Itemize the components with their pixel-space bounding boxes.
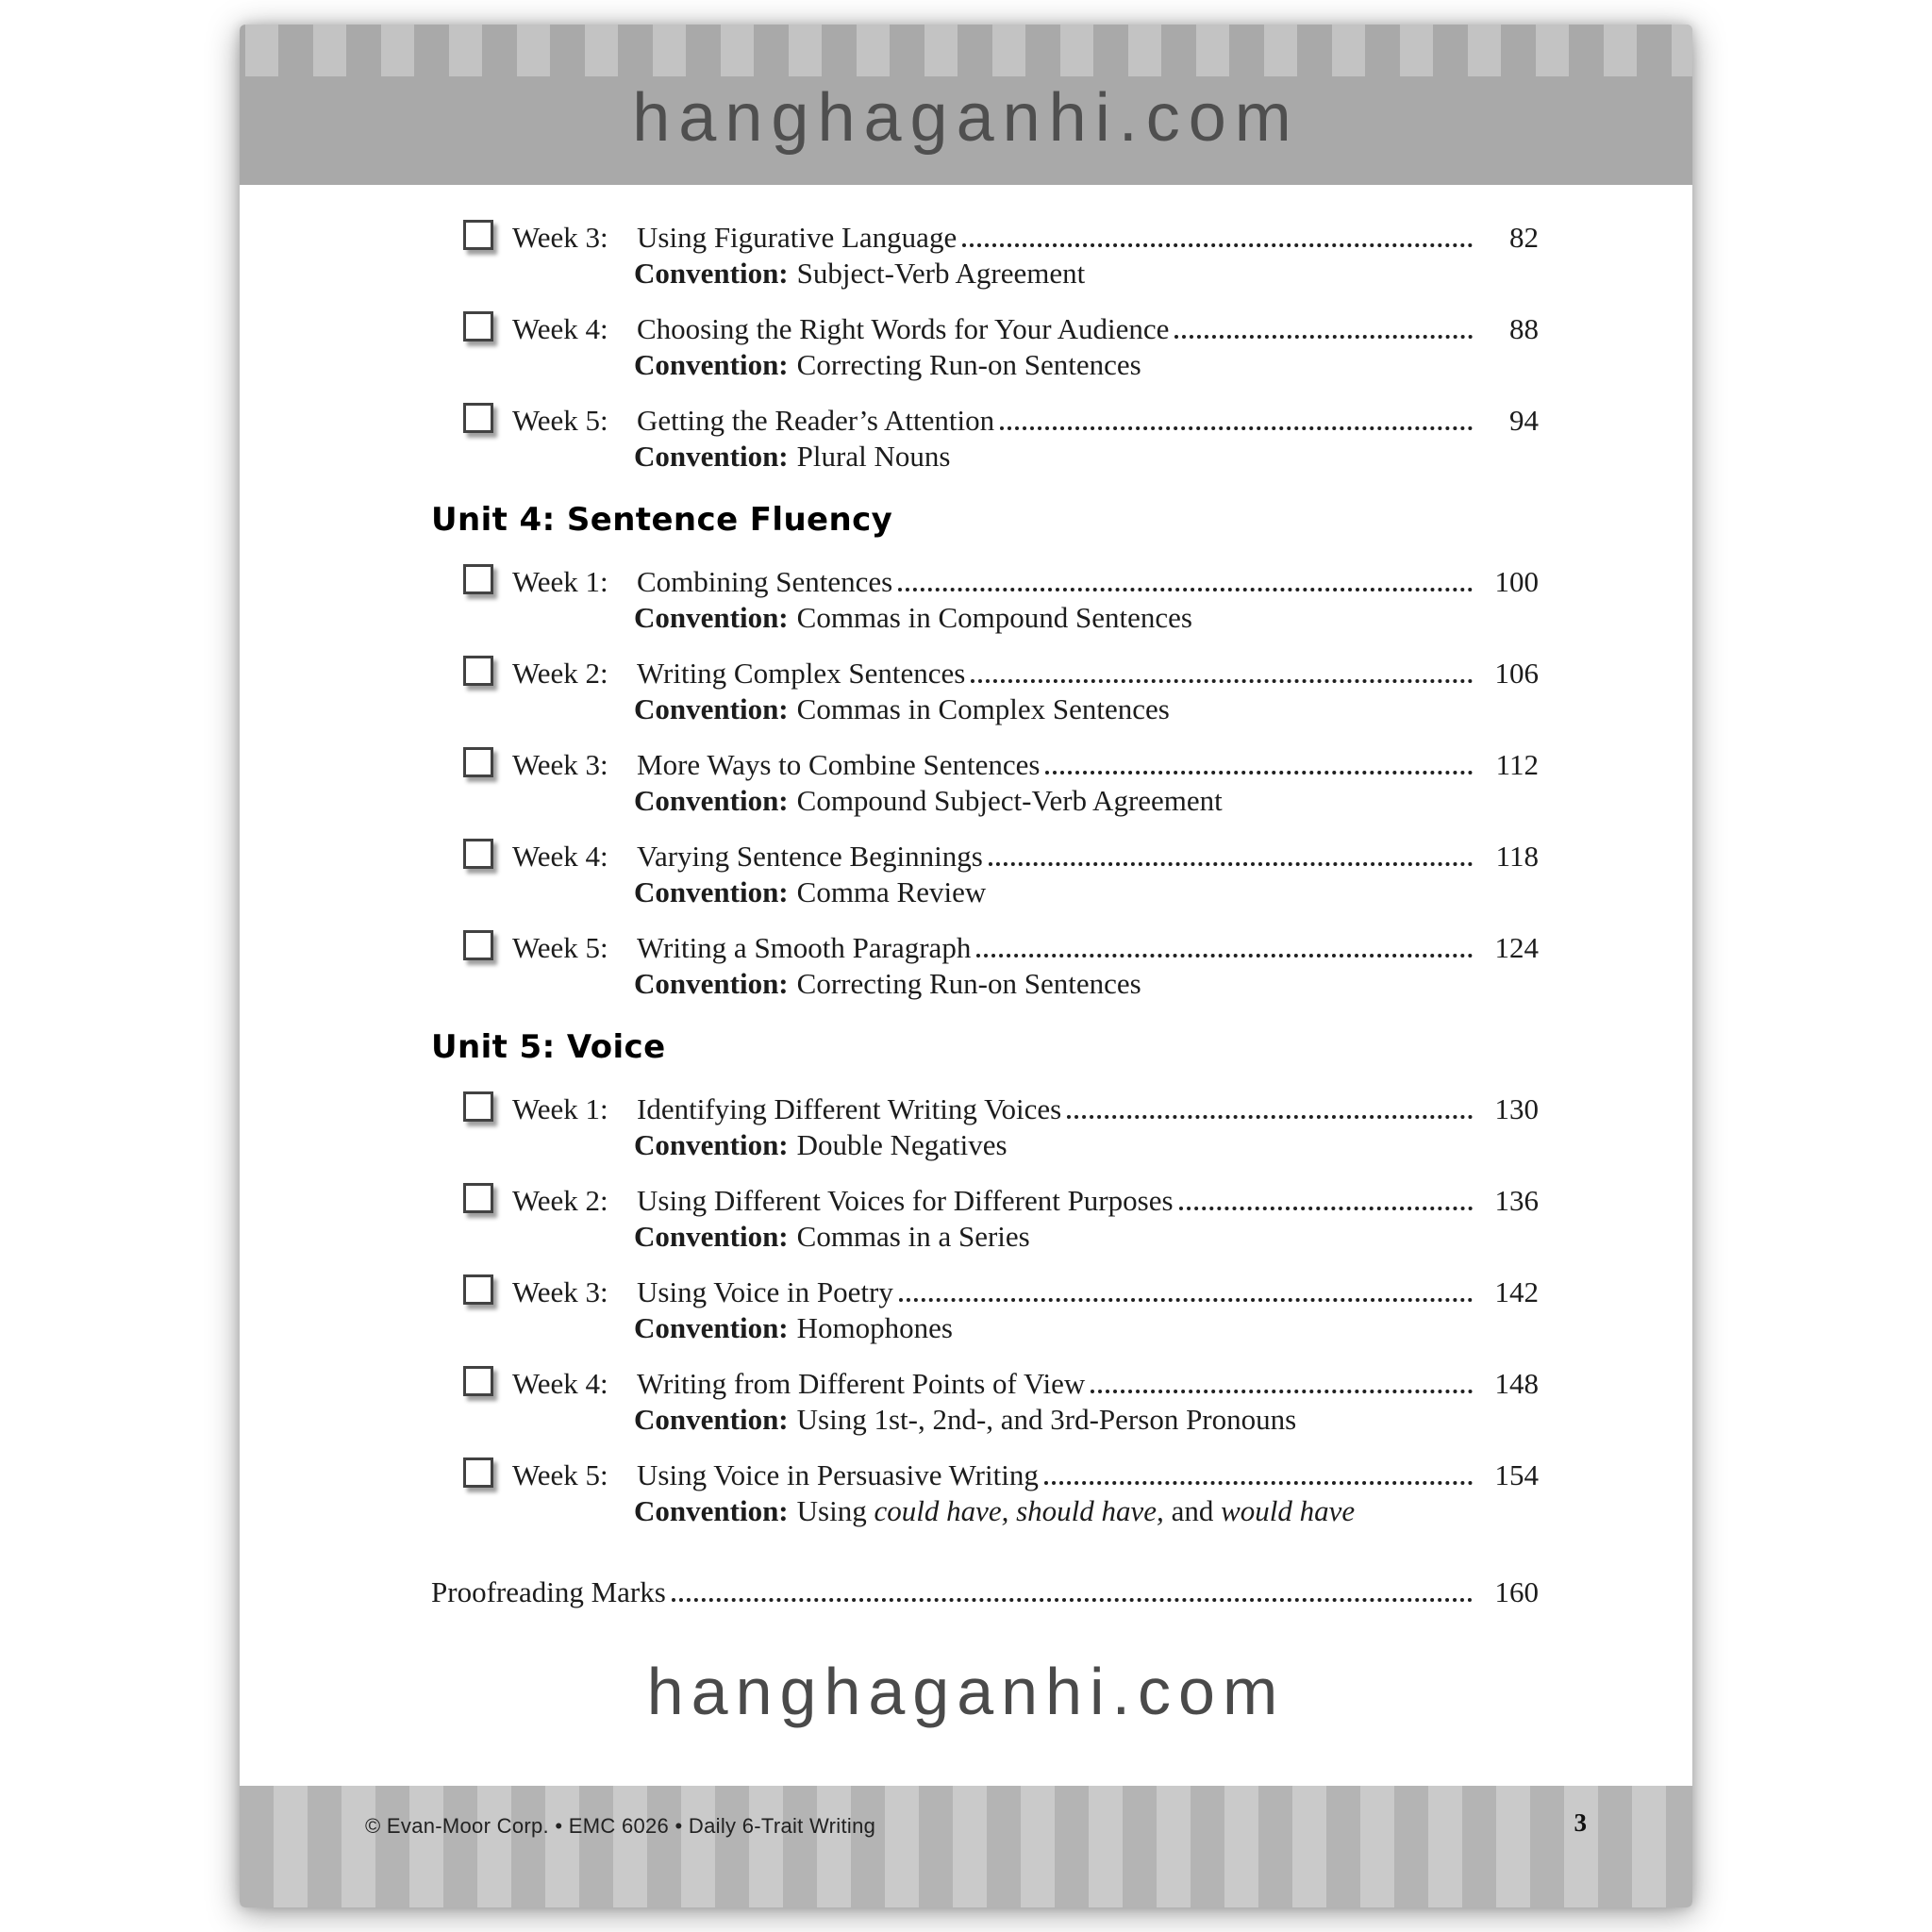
toc-entry-title-line	[463, 1180, 1539, 1219]
convention-label: Convention:	[634, 1220, 789, 1253]
toc-entry-convention-line	[634, 1127, 1539, 1163]
toc-entry-plain	[431, 1574, 1539, 1610]
convention-text-part: Correcting Run-on Sentences	[796, 967, 1141, 1000]
checkbox-icon	[463, 1274, 493, 1305]
toc-entry	[463, 927, 1539, 1002]
week-label: Week 3:	[512, 221, 608, 254]
entry-page-number: 94	[1509, 404, 1539, 437]
entry-title: Writing Complex Sentences	[637, 657, 966, 690]
entry-title: Using Voice in Poetry	[637, 1275, 893, 1308]
toc-entry	[463, 1455, 1539, 1529]
dotted-leader	[672, 1598, 1473, 1602]
convention-text	[797, 1220, 1030, 1253]
checkbox-icon	[463, 403, 493, 433]
toc-entry-convention-line	[634, 256, 1539, 291]
entry-page-number: 100	[1494, 565, 1539, 598]
toc-entry	[463, 561, 1539, 636]
entry-title: Writing from Different Points of View	[637, 1367, 1086, 1400]
checkbox-icon	[463, 839, 493, 869]
dotted-leader	[976, 954, 1473, 958]
convention-text-part: and	[1163, 1494, 1222, 1527]
convention-label: Convention:	[634, 601, 789, 634]
dotted-leader	[1000, 426, 1473, 430]
entry-title: Using Figurative Language	[637, 221, 958, 254]
entry-page-number: 112	[1495, 748, 1539, 781]
convention-text-part: Using 1st-, 2nd-, and 3rd-Person Pronouns	[796, 1403, 1297, 1436]
entry-title: Choosing the Right Words for Your Audience	[637, 312, 1170, 345]
convention-label: Convention:	[634, 784, 789, 817]
convention-text	[797, 967, 1141, 1000]
toc-entry-title-line	[463, 308, 1539, 347]
page-number-footer: 3	[1574, 1808, 1587, 1837]
week-label: Week 1:	[512, 565, 608, 598]
checkbox-icon	[463, 220, 493, 250]
convention-text	[797, 1311, 953, 1344]
week-label: Week 5:	[512, 1458, 608, 1491]
entry-page-number: 130	[1494, 1092, 1539, 1125]
dotted-leader	[1067, 1115, 1473, 1119]
decorative-stripes-top	[245, 25, 1692, 76]
toc-entry-title-line	[463, 744, 1539, 783]
toc-entry-convention-line	[634, 1402, 1539, 1438]
convention-text-part: Compound Subject-Verb Agreement	[796, 784, 1223, 817]
entry-title: Getting the Reader’s Attention	[637, 404, 995, 437]
convention-label: Convention:	[634, 257, 789, 290]
convention-text-part: Subject-Verb Agreement	[796, 257, 1086, 290]
checkbox-icon	[463, 1457, 493, 1488]
unit-heading: Unit 4: Sentence Fluency	[431, 501, 893, 539]
convention-text	[797, 784, 1223, 817]
convention-label: Convention:	[634, 348, 789, 381]
entry-page-number: 88	[1509, 312, 1539, 345]
entry-page-number: 118	[1495, 840, 1539, 873]
convention-text	[797, 257, 1086, 290]
toc-entry-convention-line	[634, 1219, 1539, 1255]
convention-text-part: Homophones	[796, 1311, 953, 1344]
checkbox-icon	[463, 1366, 493, 1396]
entry-page-number: 160	[1494, 1575, 1539, 1608]
week-label: Week 3:	[512, 1275, 608, 1308]
checkbox-icon	[463, 1091, 493, 1122]
toc-entry-convention-line	[634, 600, 1539, 636]
entry-title: Combining Sentences	[637, 565, 893, 598]
copyright-text: © Evan-Moor Corp. • EMC 6026 • Daily 6-Trait Writing	[365, 1814, 876, 1838]
convention-text	[797, 348, 1141, 381]
dotted-leader	[898, 588, 1473, 591]
entry-page-number: 148	[1494, 1367, 1539, 1400]
entry-page-number: 142	[1494, 1275, 1539, 1308]
week-label: Week 5:	[512, 931, 608, 964]
week-label: Week 1:	[512, 1092, 608, 1125]
entry-title: Varying Sentence Beginnings	[637, 840, 983, 873]
toc-rows	[240, 217, 1692, 1610]
dotted-leader	[1091, 1390, 1473, 1393]
toc-entry-convention-line	[634, 874, 1539, 910]
entry-title: Using Different Voices for Different Purposes	[637, 1184, 1174, 1217]
watermark-top: hanghaganhi.com	[632, 80, 1300, 156]
toc-entry	[463, 1180, 1539, 1255]
toc-entry-convention-line	[634, 783, 1539, 819]
watermark-bottom: hanghaganhi.com	[646, 1655, 1286, 1728]
toc-entry	[463, 744, 1539, 819]
toc-entry-title-line	[463, 927, 1539, 966]
toc-entry-title-line	[463, 1363, 1539, 1402]
week-label: Week 5:	[512, 404, 608, 437]
toc-entry-title-line	[463, 1272, 1539, 1310]
convention-text-part: could have, should have,	[874, 1494, 1164, 1527]
checkbox-icon	[463, 747, 493, 777]
convention-label: Convention:	[634, 1311, 789, 1344]
toc-entry-title-line	[463, 1089, 1539, 1127]
dotted-leader	[989, 862, 1473, 866]
toc-entry-title-line	[431, 1574, 1539, 1610]
toc-entry-title-line	[463, 653, 1539, 691]
convention-label: Convention:	[634, 440, 789, 473]
dotted-leader	[971, 679, 1473, 683]
dotted-leader	[962, 243, 1473, 247]
convention-text-part: Comma Review	[796, 875, 987, 908]
convention-text-part: Commas in Compound Sentences	[796, 601, 1192, 634]
week-label: Week 2:	[512, 1184, 608, 1217]
unit-heading: Unit 5: Voice	[431, 1028, 666, 1066]
dotted-leader	[899, 1298, 1473, 1302]
toc-entry-convention-line	[634, 966, 1539, 1002]
convention-text-part: Double Negatives	[796, 1128, 1008, 1161]
checkbox-icon	[463, 1183, 493, 1213]
convention-label: Convention:	[634, 1128, 789, 1161]
entry-title: More Ways to Combine Sentences	[637, 748, 1041, 781]
week-label: Week 4:	[512, 312, 608, 345]
convention-text	[797, 692, 1170, 725]
dotted-leader	[1045, 771, 1473, 774]
checkbox-icon	[463, 564, 493, 594]
convention-text	[797, 875, 987, 908]
entry-title: Using Voice in Persuasive Writing	[637, 1458, 1039, 1491]
toc-entry	[463, 836, 1539, 910]
convention-text	[797, 601, 1192, 634]
dotted-leader	[1179, 1207, 1473, 1210]
entry-title: Identifying Different Writing Voices	[637, 1092, 1062, 1125]
convention-text-part: Correcting Run-on Sentences	[796, 348, 1141, 381]
entry-page-number: 124	[1494, 931, 1539, 964]
convention-label: Convention:	[634, 1403, 789, 1436]
dotted-leader	[1174, 335, 1473, 339]
toc-entry	[463, 1089, 1539, 1163]
convention-text-part: would have	[1221, 1494, 1356, 1527]
checkbox-icon	[463, 930, 493, 960]
toc-entry	[463, 653, 1539, 727]
top-banner	[240, 25, 1692, 185]
entry-page-number: 154	[1494, 1458, 1539, 1491]
convention-label: Convention:	[634, 1494, 789, 1527]
entry-page-number: 136	[1494, 1184, 1539, 1217]
convention-text-part: Using	[796, 1494, 874, 1527]
convention-label: Convention:	[634, 692, 789, 725]
toc-entry-convention-line	[634, 347, 1539, 383]
convention-text	[797, 440, 951, 473]
toc-entry	[463, 217, 1539, 291]
week-label: Week 4:	[512, 1367, 608, 1400]
toc-entry	[463, 400, 1539, 475]
entry-title: Writing a Smooth Paragraph	[637, 931, 972, 964]
convention-label: Convention:	[634, 967, 789, 1000]
toc-entry-convention-line	[634, 1310, 1539, 1346]
convention-text	[797, 1494, 1356, 1527]
checkbox-icon	[463, 311, 493, 341]
week-label: Week 2:	[512, 657, 608, 690]
toc-entry-title-line	[463, 217, 1539, 256]
toc-entry	[463, 1363, 1539, 1438]
checkbox-icon	[463, 656, 493, 686]
toc-entry-convention-line	[634, 691, 1539, 727]
toc-entry-convention-line	[634, 439, 1539, 475]
week-label: Week 4:	[512, 840, 608, 873]
convention-text-part: Plural Nouns	[796, 440, 951, 473]
convention-text	[797, 1128, 1008, 1161]
convention-text	[797, 1403, 1297, 1436]
entry-page-number: 106	[1494, 657, 1539, 690]
toc-entry-title-line	[463, 836, 1539, 874]
convention-text-part: Commas in Complex Sentences	[796, 692, 1170, 725]
entry-title: Proofreading Marks	[431, 1575, 666, 1608]
bottom-banner	[240, 1786, 1692, 1907]
convention-text-part: Commas in a Series	[796, 1220, 1030, 1253]
dotted-leader	[1044, 1481, 1473, 1485]
toc-entry-title-line	[463, 400, 1539, 439]
toc-entry-convention-line	[634, 1493, 1539, 1529]
toc-entry-title-line	[463, 1455, 1539, 1493]
toc-entry	[463, 1272, 1539, 1346]
table-of-contents	[240, 185, 1692, 1786]
convention-label: Convention:	[634, 875, 789, 908]
toc-entry-title-line	[463, 561, 1539, 600]
toc-entry	[463, 308, 1539, 383]
book-page	[240, 25, 1692, 1907]
entry-page-number: 82	[1509, 221, 1539, 254]
week-label: Week 3:	[512, 748, 608, 781]
